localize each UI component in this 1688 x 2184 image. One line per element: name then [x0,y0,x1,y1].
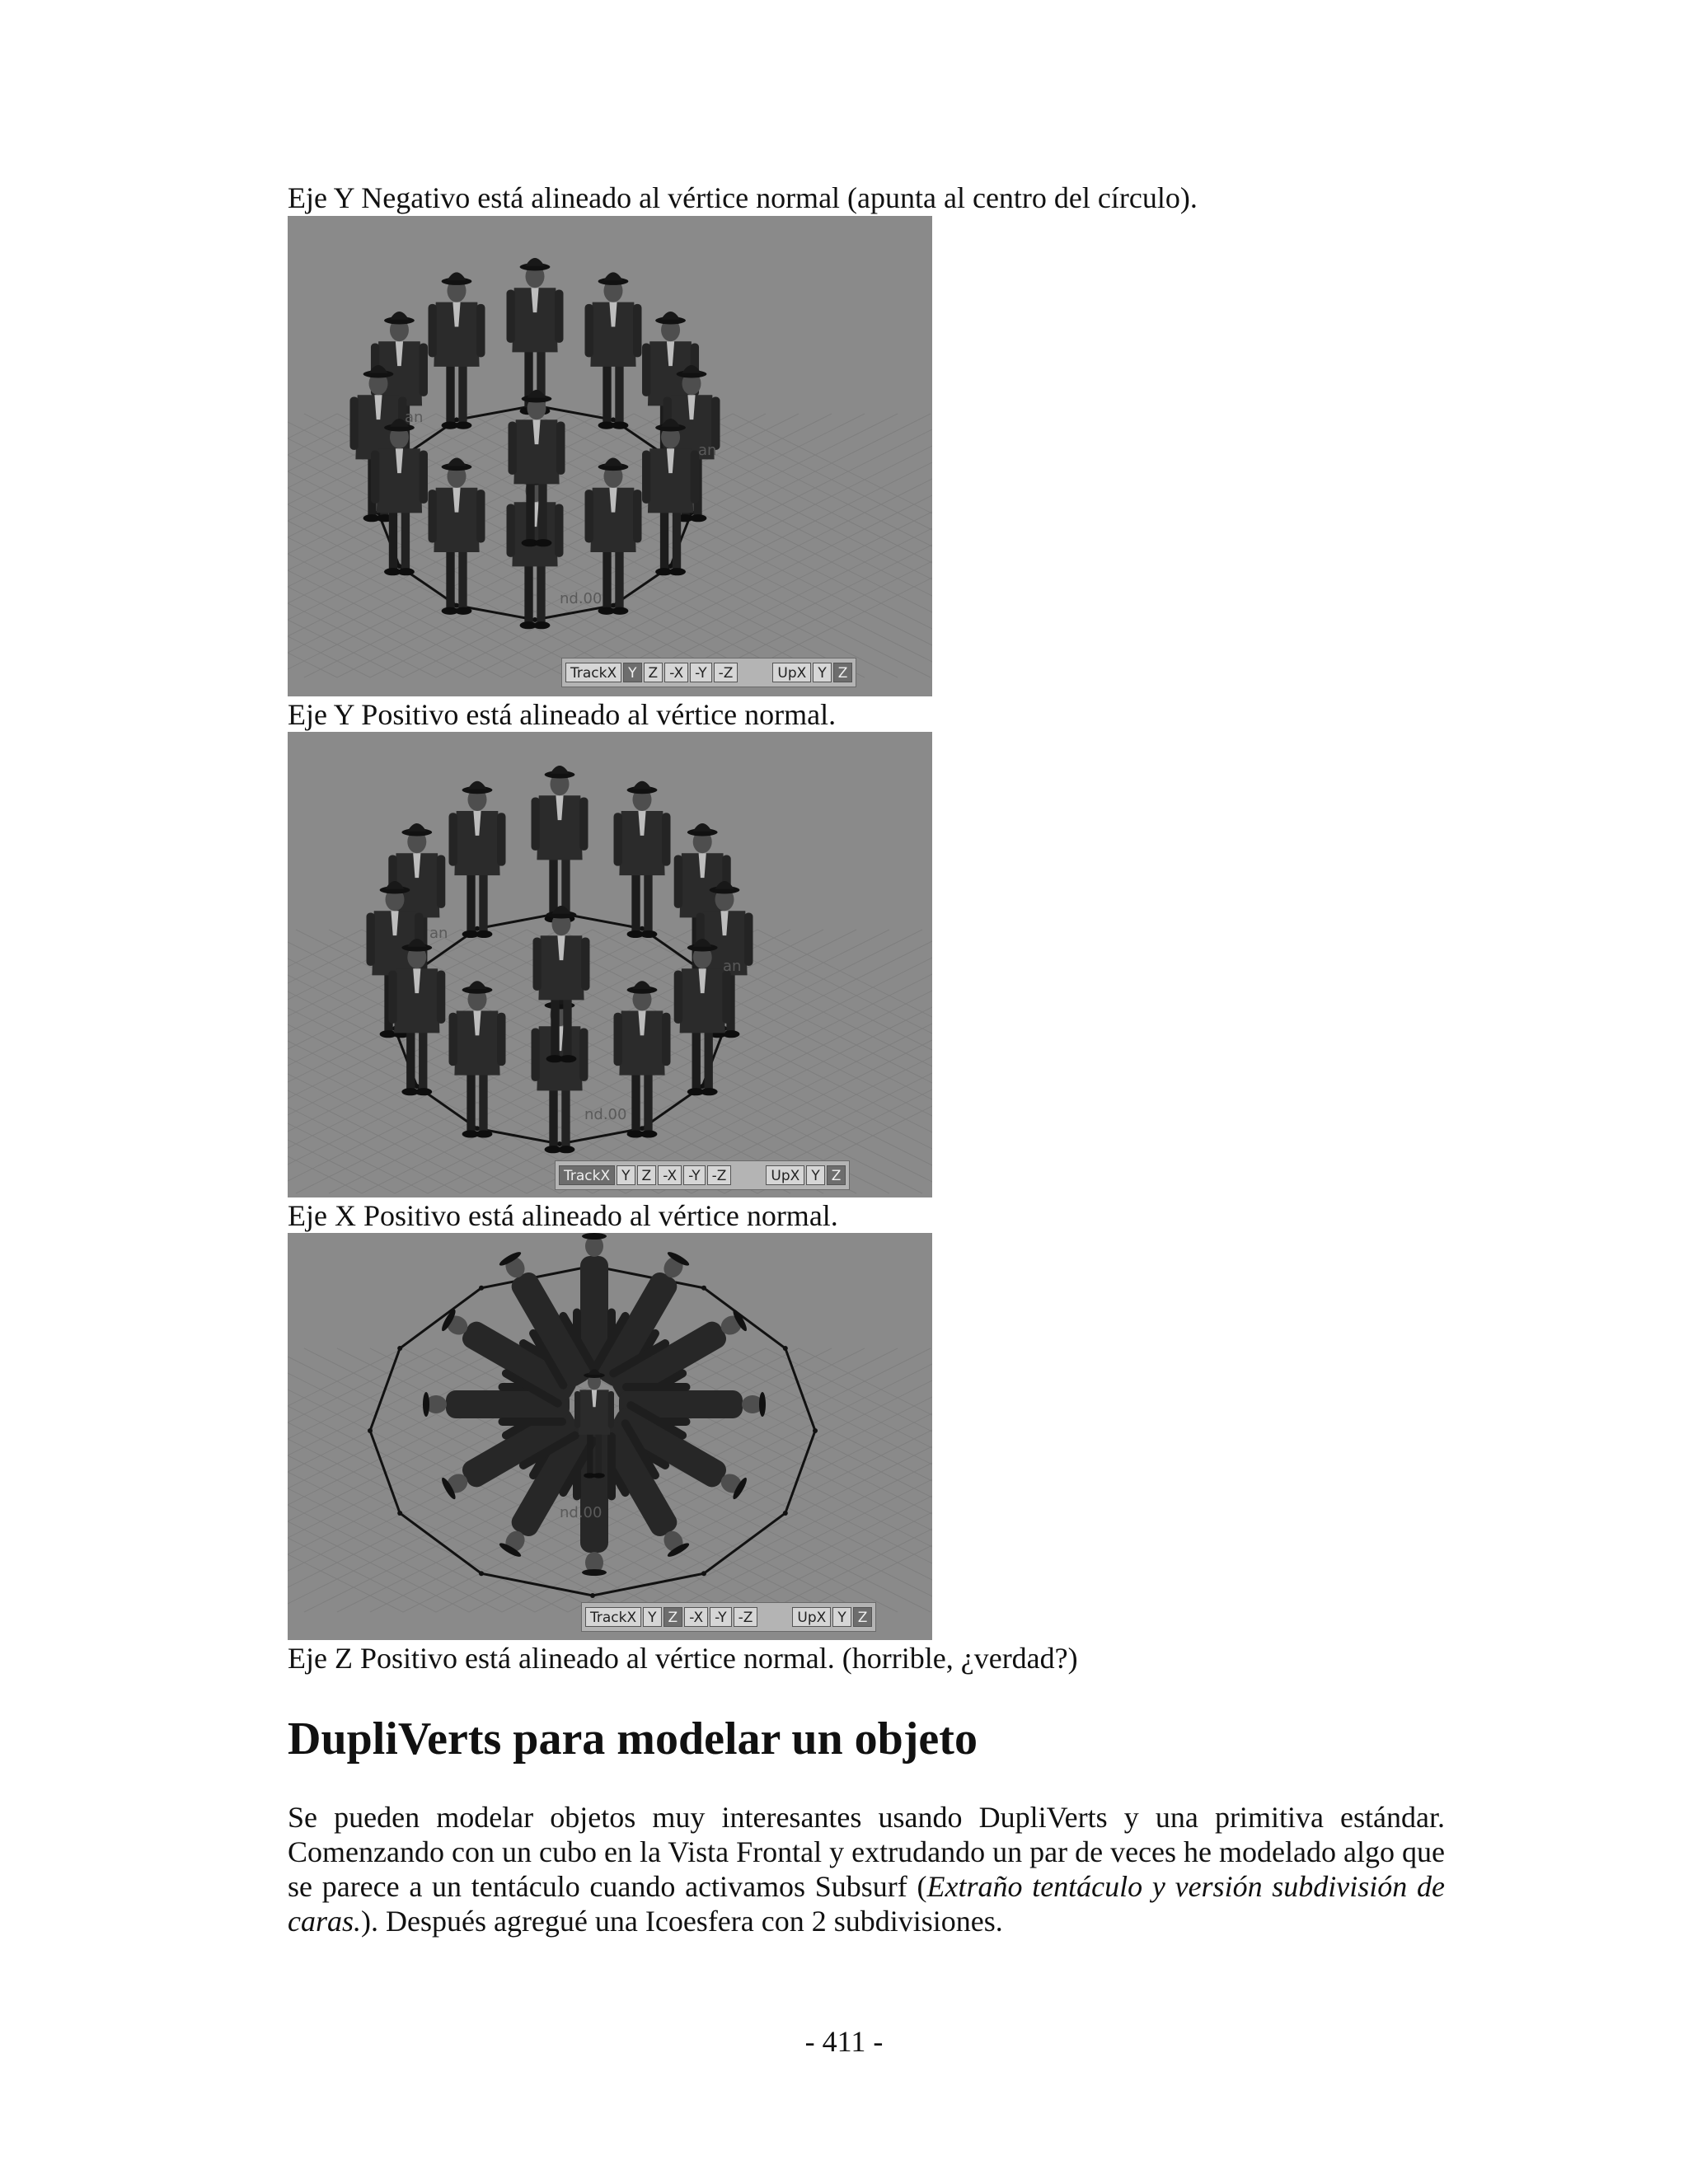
toggle-neg-x[interactable]: -X [658,1165,682,1185]
toggle-trackx[interactable]: TrackX [565,663,621,682]
section-heading: DupliVerts para modelar un objeto [288,1713,978,1765]
figure-negative-y-aligned [288,216,932,696]
toggle-up-z[interactable]: Z [853,1607,873,1627]
toggle-trackx[interactable]: TrackX [559,1165,615,1185]
toggle-up-z[interactable]: Z [827,1165,846,1185]
caption-positive-z: Eje Z Positivo está alineado al vértice normal. (horrible, ¿verdad?) [288,1642,1078,1675]
man-figure [507,472,564,629]
viewport-scene [288,732,932,1197]
figure-positive-x-aligned [288,1233,932,1640]
toggle-up-z[interactable]: Z [833,663,853,682]
toggle-up-upx[interactable]: UpX [792,1607,831,1627]
object-name-label: an [405,409,424,426]
object-name-label: an [723,958,742,975]
toggle-y[interactable]: Y [623,663,641,682]
para-italic: Extraño tentáculo y versión subdivisión de caras. [288,1870,1445,1938]
toggle-z[interactable]: Z [637,1165,657,1185]
toggle-neg-y[interactable]: -Y [683,1165,706,1185]
man-figure [532,996,588,1153]
duplivert-toolbar [555,1160,850,1190]
object-name-label: an [429,925,448,942]
figure-positive-y-aligned [288,732,932,1197]
caption-positive-x: Eje X Positivo está alineado al vértice normal. [288,1199,838,1232]
body-paragraph [288,1800,1445,1938]
viewport-scene [288,216,932,696]
toggle-z[interactable]: Z [644,663,663,682]
caption-negative-y: Eje Y Negativo está alineado al vértice normal (apunta al centro del círculo). [288,181,1198,214]
object-name-label: nd.00 [560,590,603,607]
toggle-neg-y[interactable]: -Y [690,663,712,682]
toggle-neg-z[interactable]: -Z [714,663,738,682]
toggle-up-y[interactable]: Y [813,663,831,682]
object-name-label: nd.00 [584,1106,627,1123]
para-intro: Se pueden modelar objetos muy interesantes usando DupliVerts y una primitiva estándar. Comenzando con un cubo en la Vista Frontal y extrudando un par de veces he modelado algo que se parece a un tentáculo cuando activamos Subsurf ( [288,1801,1445,1903]
duplivert-toolbar [561,658,856,687]
toggle-y[interactable]: Y [617,1165,635,1185]
toggle-neg-x[interactable]: -X [664,663,688,682]
viewport-scene [288,1233,932,1640]
toggle-up-upx[interactable]: UpX [766,1165,804,1185]
toggle-z[interactable]: Z [663,1607,683,1627]
toggle-y[interactable]: Y [643,1607,661,1627]
caption-positive-y: Eje Y Positivo está alineado al vértice normal. [288,698,837,731]
man-figure [429,272,485,429]
toggle-neg-z[interactable]: -Z [707,1165,732,1185]
man-figure [532,766,588,922]
toggle-up-y[interactable]: Y [832,1607,851,1627]
toggle-trackx[interactable]: TrackX [585,1607,641,1627]
object-name-label: nd.00 [560,1504,603,1521]
duplivert-toolbar [581,1602,876,1632]
man-figure [585,272,642,429]
toggle-neg-y[interactable]: -Y [710,1607,732,1627]
object-name-label: an [698,442,717,459]
toggle-up-upx[interactable]: UpX [772,663,811,682]
page-number: - 411 - [804,2025,884,2058]
para-outro: ). Después agregué una Icoesfera con 2 subdivisiones. [361,1905,1003,1938]
toggle-neg-z[interactable]: -Z [734,1607,758,1627]
toggle-neg-x[interactable]: -X [684,1607,708,1627]
man-figure [614,781,671,938]
man-figure [449,781,506,938]
toggle-up-y[interactable]: Y [806,1165,824,1185]
